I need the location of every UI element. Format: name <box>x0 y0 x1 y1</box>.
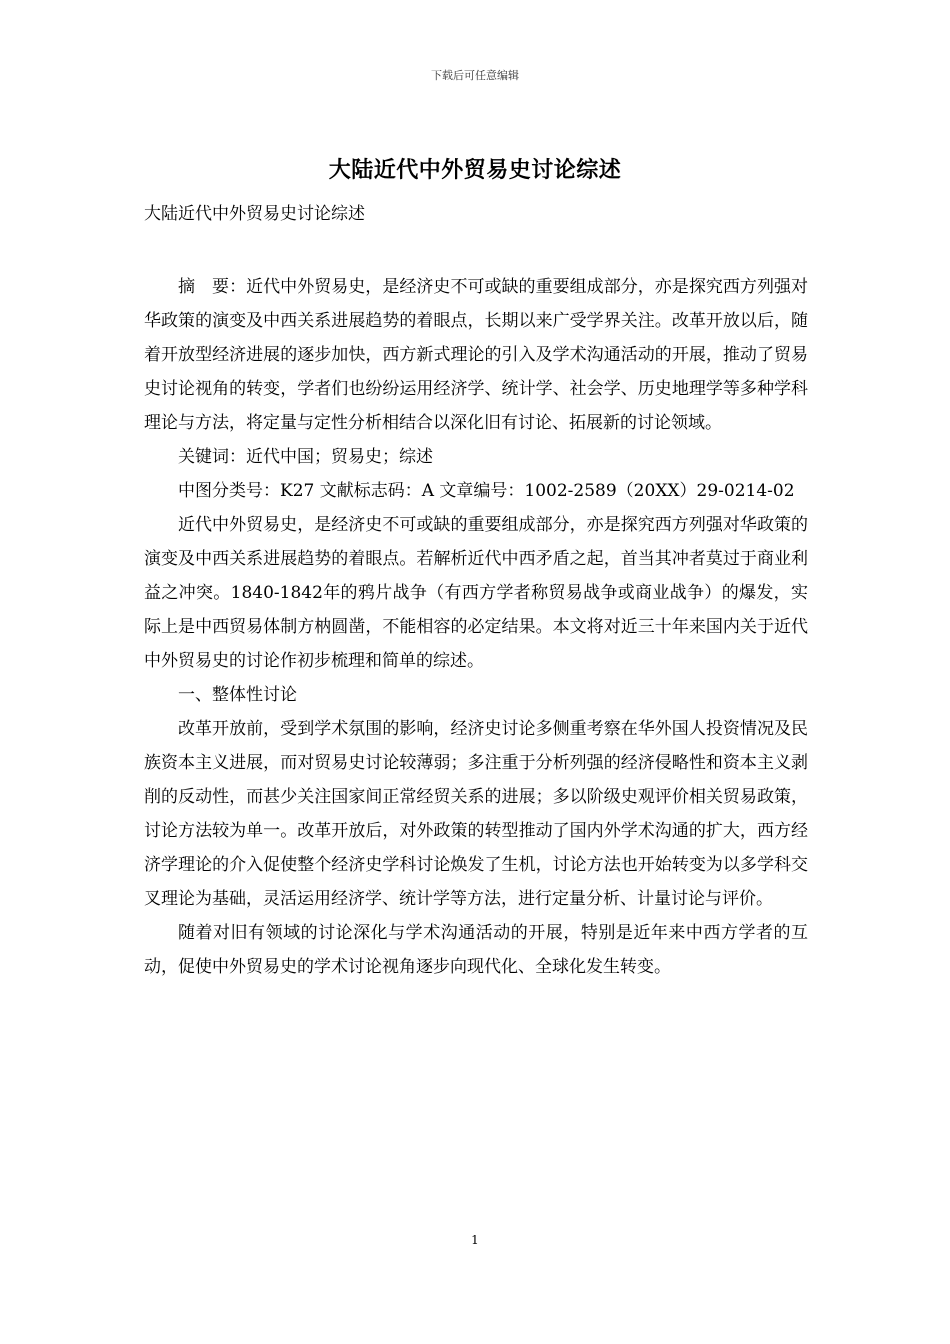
keywords-line: 关键词：近代中国；贸易史；综述 <box>178 447 433 467</box>
body-paragraph: 随着对旧有领域的讨论深化与学术沟通活动的开展，特别是近年来中西方学者的互动，促使中外贸易史的学术讨论视角逐步向现代化、全球化发生转变。 <box>144 923 808 977</box>
intro-paragraph: 近代中外贸易史，是经济史不可或缺的重要组成部分，亦是探究西方列强对华政策的演变及中西关系进展趋势的着眼点。若解析近代中西矛盾之起，首当其冲者莫过于商业利益之冲突。1840-1842年的鸦片战争（有西方学者称贸易战争或商业战争）的爆发，实际上是中西贸易体制方枘圆凿，不能相容的必定结果。本文将对近三十年来国内关于近代中外贸易史的讨论作初步梳理和简单的综述。 <box>144 515 808 671</box>
section-heading: 一、整体性讨论 <box>178 685 297 705</box>
document-subtitle: 大陆近代中外贸易史讨论综述 <box>144 204 365 224</box>
body-paragraph: 改革开放前，受到学术氛围的影响，经济史讨论多侧重考察在华外国人投资情况及民族资本主义进展，而对贸易史讨论较薄弱；多注重于分析列强的经济侵略性和资本主义剥削的反动性，而甚少关注国家间正常经贸关系的进展；多以阶级史观评价相关贸易政策，讨论方法较为单一。改革开放后，对外政策的转型推动了国内外学术沟通的扩大，西方经济学理论的介入促使整个经济史学科讨论焕发了生机，讨论方法也开始转变为以多学科交叉理论为基础，灵活运用经济学、统计学等方法，进行定量分析、计量讨论与评价。 <box>144 719 808 909</box>
abstract-paragraph: 摘 要：近代中外贸易史，是经济史不可或缺的重要组成部分，亦是探究西方列强对华政策的演变及中西关系进展趋势的着眼点，长期以来广受学界关注。改革开放以后，随着开放型经济进展的逐步加快，西方新式理论的引入及学术沟通活动的开展，推动了贸易史讨论视角的转变，学者们也纷纷运用经济学、统计学、社会学、历史地理学等多种学科理论与方法，将定量与定性分析相结合以深化旧有讨论、拓展新的讨论领域。 <box>144 277 808 433</box>
classification-line: 中图分类号：K27 文献标志码：A 文章编号：1002-2589（20XX）29-0214-02 <box>178 481 795 501</box>
document-title: 大陆近代中外贸易史讨论综述 <box>328 157 622 183</box>
page-header-note: 下载后可任意编辑 <box>431 69 519 82</box>
document-body <box>144 270 808 984</box>
page-number: 1 <box>471 1233 479 1247</box>
